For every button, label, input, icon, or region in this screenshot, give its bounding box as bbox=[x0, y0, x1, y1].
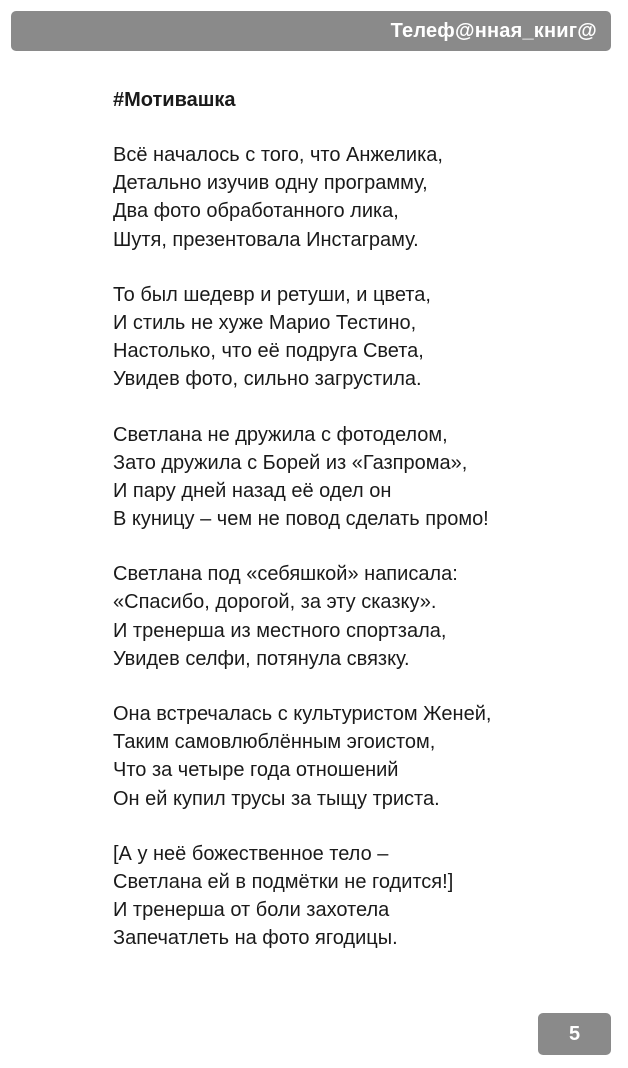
stanza bbox=[113, 281, 593, 394]
poem-line: И тренерша от боли захотела bbox=[113, 899, 390, 922]
poem-line: И стиль не хуже Марио Тестино, bbox=[113, 311, 417, 334]
poem bbox=[113, 86, 593, 980]
poem-line: [А у неё божественное тело – bbox=[113, 842, 389, 865]
poem-line: Она встречалась с культуристом Женей, bbox=[113, 703, 492, 725]
poem-line: Что за четыре года отношений bbox=[113, 759, 399, 782]
header-bar bbox=[11, 11, 611, 51]
poem-line: Два фото обработанного лика, bbox=[113, 200, 399, 223]
poem-line: Запечатлеть на фото ягодицы. bbox=[113, 927, 398, 950]
poem-line: В куницу – чем не повод сделать промо! bbox=[113, 508, 489, 531]
book-title: Телеф@нная_книг@ bbox=[390, 20, 597, 42]
poem-line: Зато дружила с Борей из «Газпрома», bbox=[113, 451, 468, 474]
poem-line: «Спасибо, дорогой, за эту сказку». bbox=[113, 591, 437, 614]
page-number: 5 bbox=[568, 1023, 581, 1045]
stanza bbox=[113, 421, 593, 534]
poem-line: Увидев селфи, потянула связку. bbox=[113, 647, 410, 670]
stanza bbox=[113, 560, 593, 673]
stanza bbox=[113, 141, 593, 254]
poem-line: Таким самовлюблённым эгоистом, bbox=[113, 731, 436, 754]
poem-line: Светлана ей в подмётки не годится!] bbox=[113, 870, 454, 893]
poem-line: И тренерша из местного спортзала, bbox=[113, 619, 447, 642]
poem-line: Увидев фото, сильно загрустила. bbox=[113, 368, 422, 391]
poem-line: И пару дней назад её одел он bbox=[113, 479, 392, 502]
poem-line: Он ей купил трусы за тыщу триста. bbox=[113, 787, 440, 810]
poem-line: Шутя, презентовала Инстаграму. bbox=[113, 228, 419, 251]
page-number-badge bbox=[538, 1013, 611, 1055]
poem-line: Светлана не дружила с фотоделом, bbox=[113, 423, 448, 446]
poem-line: Светлана под «себяшкой» написала: bbox=[113, 563, 458, 586]
poem-line: То был шедевр и ретуши, и цвета, bbox=[113, 283, 431, 306]
poem-line: Детально изучив одну программу, bbox=[113, 172, 428, 195]
poem-line: Настолько, что её подруга Света, bbox=[113, 340, 424, 363]
stanza bbox=[113, 840, 593, 953]
poem-line: Всё началось с того, что Анжелика, bbox=[113, 144, 443, 166]
stanza bbox=[113, 700, 593, 813]
poem-title: #Мотивашка bbox=[113, 89, 236, 111]
